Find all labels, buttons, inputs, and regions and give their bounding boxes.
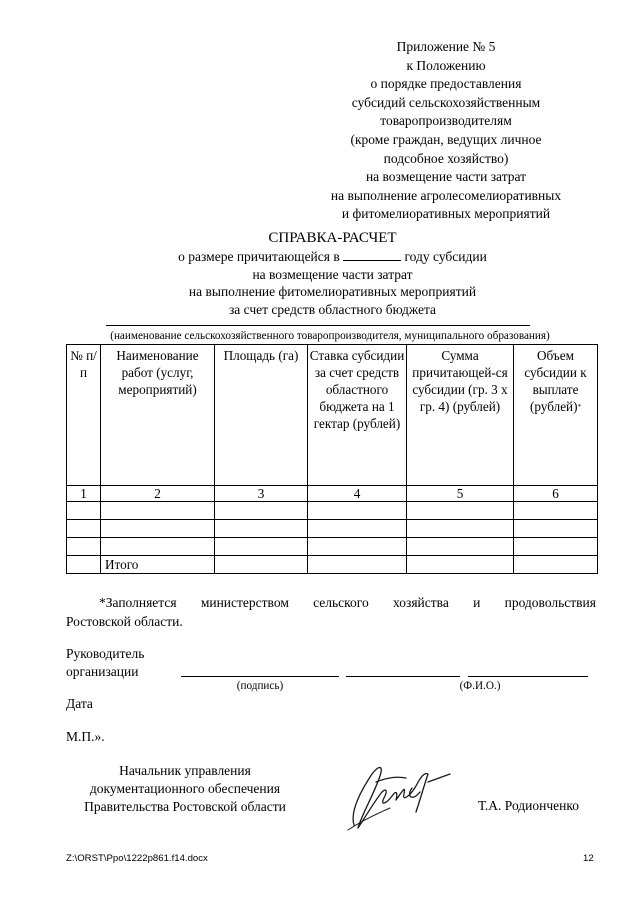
table-cell (101, 520, 215, 538)
table-cell (67, 556, 101, 574)
table-cell (215, 538, 308, 556)
header-cell: Сумма причитающей-ся субсидии (гр. 3 х гр. 4) (рублей) (407, 345, 514, 486)
chief-line-1: Начальник управления (119, 763, 251, 778)
column-number: 5 (407, 486, 514, 502)
document-subtitle (100, 248, 565, 318)
table-cell (407, 556, 514, 574)
subtitle-line-3: на выполнение фитомелиоративных мероприятий (188, 284, 477, 299)
table-cell (215, 556, 308, 574)
column-number: 2 (101, 486, 215, 502)
table-cell (407, 502, 514, 520)
subtitle-line-4: за счет средств областного бюджета (228, 301, 437, 317)
handwritten-signature (340, 752, 460, 837)
subtitle-prefix: о размере причитающейся в (178, 249, 340, 264)
head-label-line-2: организации (66, 664, 139, 679)
head-label (66, 645, 144, 681)
org-name-line (106, 325, 530, 326)
name-line (468, 676, 588, 677)
column-number-row (67, 486, 598, 502)
header-cell: № п/п (67, 345, 101, 486)
table-cell (514, 538, 598, 556)
subsidy-table (66, 344, 598, 574)
subtitle-line-2: на возмещение части затрат (252, 266, 413, 282)
table-cell (308, 556, 407, 574)
footnote-line-2: Ростовской области. (66, 614, 183, 629)
header-cell: Наименование работ (услуг, мероприятий) (101, 345, 215, 486)
header-cell (514, 345, 598, 486)
table-cell (308, 520, 407, 538)
annex-line: Приложение № 5 (396, 39, 496, 54)
annex-line: (кроме граждан, ведущих личное (350, 131, 542, 147)
signature-line (181, 676, 339, 677)
table-cell (67, 538, 101, 556)
table-row (67, 502, 598, 520)
name-caption: (Ф.И.О.) (459, 680, 501, 692)
table-cell (101, 502, 215, 520)
annex-line: товаропроизводителям (380, 113, 512, 129)
signature-caption: (подпись) (236, 680, 284, 692)
table-header-row (67, 345, 598, 486)
table-cell (67, 520, 101, 538)
file-path: Z:\ORST\Ppo\1222p861.f14.docx (66, 853, 208, 864)
name-line-short (346, 676, 460, 677)
table-cell (215, 502, 308, 520)
table-cell (514, 520, 598, 538)
total-row (67, 556, 598, 574)
column-number: 3 (215, 486, 308, 502)
annex-line: подсобное хозяйство) (383, 150, 509, 166)
table-cell (101, 538, 215, 556)
org-name-caption: (наименование сельскохозяйственного товаропроизводителя, муниципального образования) (110, 330, 550, 342)
table-cell (407, 538, 514, 556)
table-cell (308, 538, 407, 556)
column-number: 4 (308, 486, 407, 502)
table-cell (514, 502, 598, 520)
table-cell (215, 520, 308, 538)
table-cell (308, 502, 407, 520)
subtitle-suffix: году субсидии (404, 249, 487, 264)
annex-line: о порядке предоставления (370, 76, 522, 92)
footnote-mark: * (577, 403, 581, 411)
table-row (67, 538, 598, 556)
table-cell (514, 556, 598, 574)
seal-label: М.П.». (66, 729, 105, 744)
annex-line: и фитомелиоративных мероприятий (341, 206, 551, 222)
column-number: 1 (67, 486, 101, 502)
annex-line: субсидий сельскохозяйственным (351, 94, 541, 110)
footnote (66, 593, 596, 631)
annex-line: на возмещение части затрат (365, 169, 527, 185)
date-label: Дата (66, 696, 93, 711)
total-label: Итого (101, 556, 215, 574)
year-blank (343, 248, 401, 261)
chief-name: Т.А. Родионченко (478, 798, 579, 813)
footnote-line-1: *Заполняется министерством сельского хозяйства и продовольствия (99, 595, 596, 610)
table-cell (407, 520, 514, 538)
chief-line-3: Правительства Ростовской области (84, 799, 286, 814)
header-cell: Ставка субсидии за счет средств областного бюджета на 1 гектар (рублей) (308, 345, 407, 486)
head-label-line-1: Руководитель (66, 646, 145, 661)
annex-header (300, 38, 592, 224)
table-row (67, 520, 598, 538)
annex-line: к Положению (406, 57, 486, 73)
annex-line: на выполнение агролесомелиоративных (330, 187, 562, 203)
subtitle-line-1 (100, 248, 565, 266)
chief-title (66, 762, 304, 816)
page-number: 12 (583, 853, 594, 864)
column-number: 6 (514, 486, 598, 502)
header-cell: Площадь (га) (215, 345, 308, 486)
table-cell (67, 502, 101, 520)
chief-line-2: документационного обеспечения (89, 781, 281, 796)
header-text: Объем субсидии к выплате (рублей) (524, 348, 587, 414)
document-title: СПРАВКА-РАСЧЕТ (268, 230, 397, 246)
